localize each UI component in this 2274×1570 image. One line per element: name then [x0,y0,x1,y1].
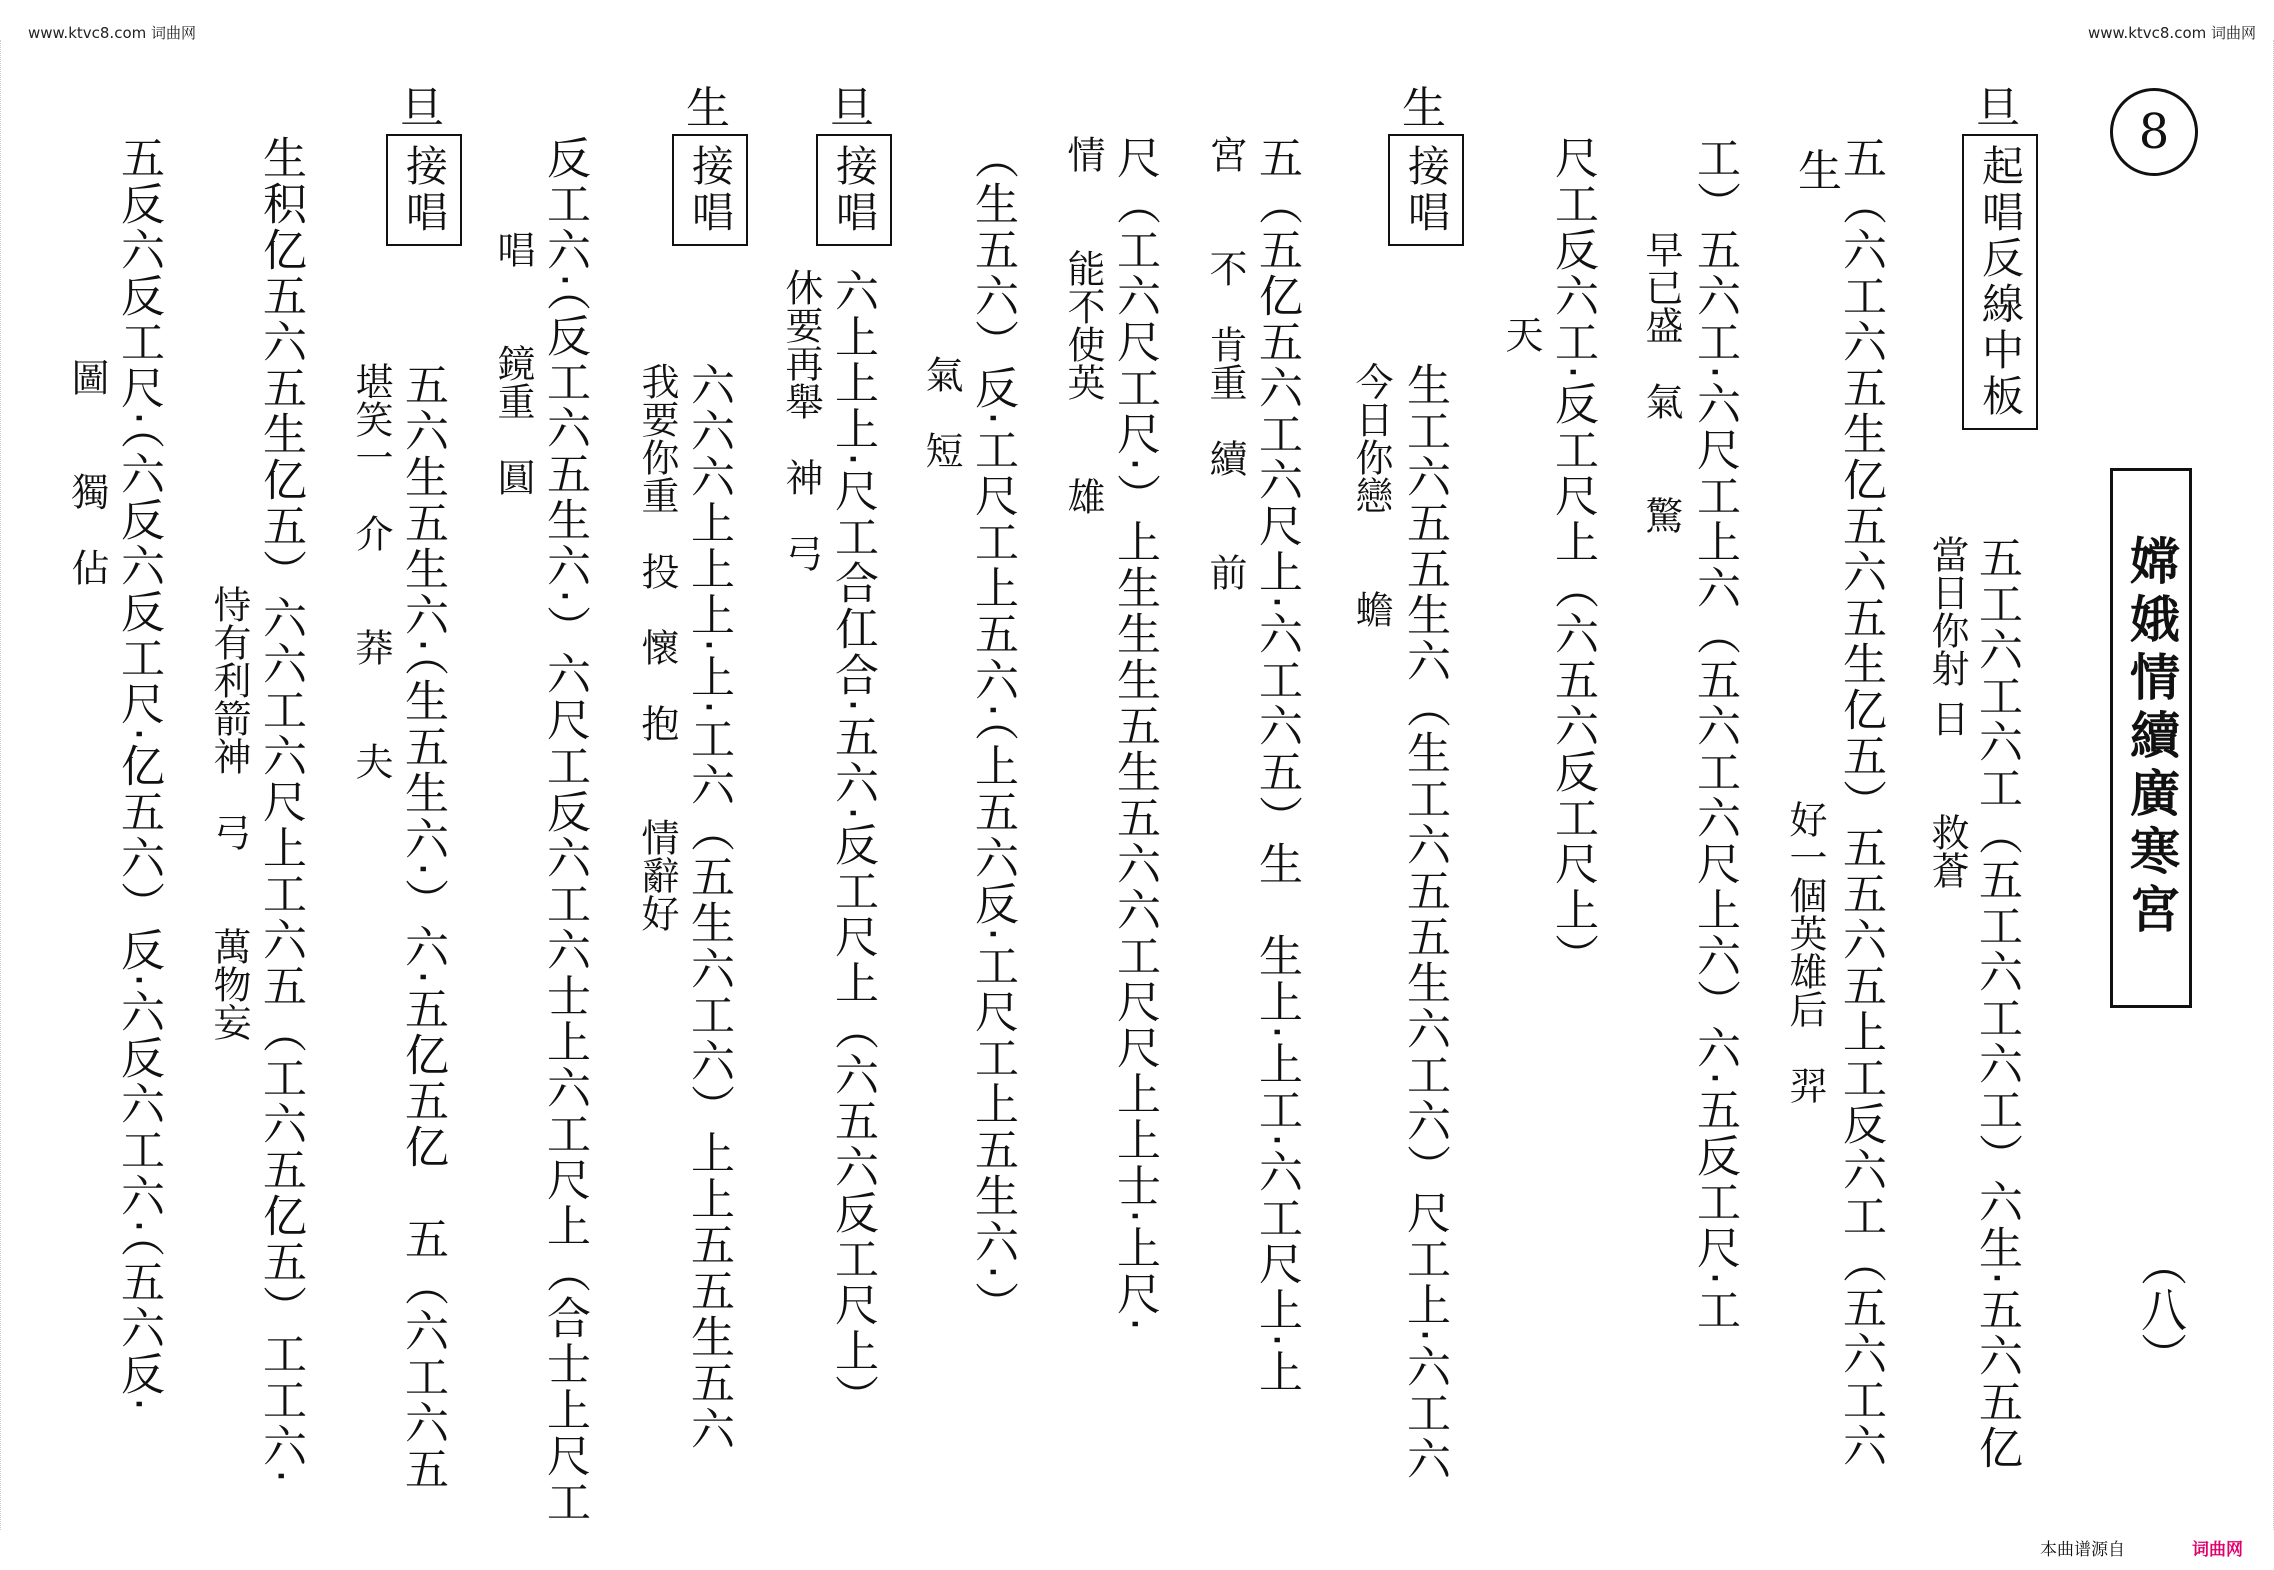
lyric-col-9: 休要再舉 神 弓 [779,268,823,572]
lyric-col-12: 堪笑一 介 莽 夫 [349,362,393,780]
lyric-col-5: 今日你戀 蟾 [1349,362,1393,628]
notation-col-9: 六上上上·尺工合仜合·五六·反工尺上（六五六反工尺上） [827,268,878,1420]
page-number-badge: 8 [2110,88,2198,176]
footer-site-link[interactable]: 词曲网 [2192,1540,2243,1560]
cue-reply-4: 接唱 [386,134,462,246]
notation-col-4: 尺工反六工·反工尺上（六五六反工尺上） [1547,135,1598,979]
lyric-col-8: 氣 短 [919,355,963,469]
cue-reply-3: 接唱 [672,134,748,246]
lyric-col-11: 唱 鏡重 圓 [491,230,535,496]
lyric-col-13: 恃有利箭神 弓 萬物妄 [207,585,251,1041]
notation-col-1: 五工六工六工（五工六工六工）六生·五六五亿 [1971,535,2022,1471]
notation-col-5: 生工六五五生六（生工六五五生六工六）尺工上·六工六 [1399,362,1450,1482]
left-edge-strip [0,40,21,1530]
lyric-col-7: 情 能不使英 雄 [1061,135,1105,515]
notation-col-2: 五（六工六五生亿五六五生亿五）五五六五上工反六工（五六工六 [1835,135,1886,1469]
role-dan-1: 旦 [1976,83,2020,134]
notation-col-11: 反工六·（反工六五生六·）六尺工反六工六士上六工尺上（合士上尺工 [539,135,590,1525]
lyric-col-3: 早已盛 氣 驚 [1639,230,1683,534]
lyric-col-4: 天 [1499,315,1543,353]
cue-reply-1: 接唱 [1388,134,1464,246]
part-label: （八） [2134,1240,2188,1378]
role-sheng-2: 生 [1402,83,1446,134]
notation-col-3: 工）五六工·六尺工上六（五六工六尺上六）六·五反工尺·工 [1689,135,1740,1333]
notation-col-6: 五（五亿五六工六尺上·六工六五）生 生上·上工·六工尺上·上 [1251,135,1302,1395]
footer-source-text: 本曲谱源自 [2040,1540,2125,1560]
lyric-col-14: 圖 獨 佔 [65,358,109,586]
lyric-col-2: 好一個英雄后 羿 [1783,800,1827,1104]
notation-col-8: （生五六）反·工尺工上五六·（上五六反·工尺工上五生六·） [967,135,1018,1327]
lyric-col-1: 當日你射 日 救蒼 [1925,535,1969,890]
song-title: 嫦娥情續廣寒宮 [2110,468,2192,1008]
right-edge-strip [2253,40,2274,1530]
site-watermark-left: www.ktvc8.com 词曲网 [28,24,197,42]
notation-col-14: 五反六反工尺·（六反六反工尺·亿五六）反·六反六工六·（五六反· [113,135,164,1413]
notation-col-12: 五六生五生六·（生五生六·）六·五亿五亿 五（六工六五 [397,362,448,1492]
cue-opening: 起唱反線中板 [1962,134,2038,430]
site-watermark-right: www.ktvc8.com 词曲网 [2088,24,2257,42]
role-dan-3: 旦 [400,83,444,134]
role-sheng-1: 生 [1798,146,1842,197]
notation-col-7: 尺（工六尺工尺·）上生生生五生五六六工尺尺上上士·上尺· [1109,135,1160,1333]
notation-col-10: 六六六上上上·上·工六（五生六工六）上上五五生五六 [683,362,734,1452]
role-dan-2: 旦 [830,83,874,134]
notation-col-13: 生积亿五六五生亿五）六六工六尺上工六五（工六五亿五）工工六· [255,135,306,1485]
lyric-col-10: 我要你重 投 懷 抱 情辭好 [635,362,679,932]
cue-reply-2: 接唱 [816,134,892,246]
lyric-col-6: 宮 不 肯重 續 前 [1203,135,1247,591]
role-sheng-3: 生 [686,83,730,134]
